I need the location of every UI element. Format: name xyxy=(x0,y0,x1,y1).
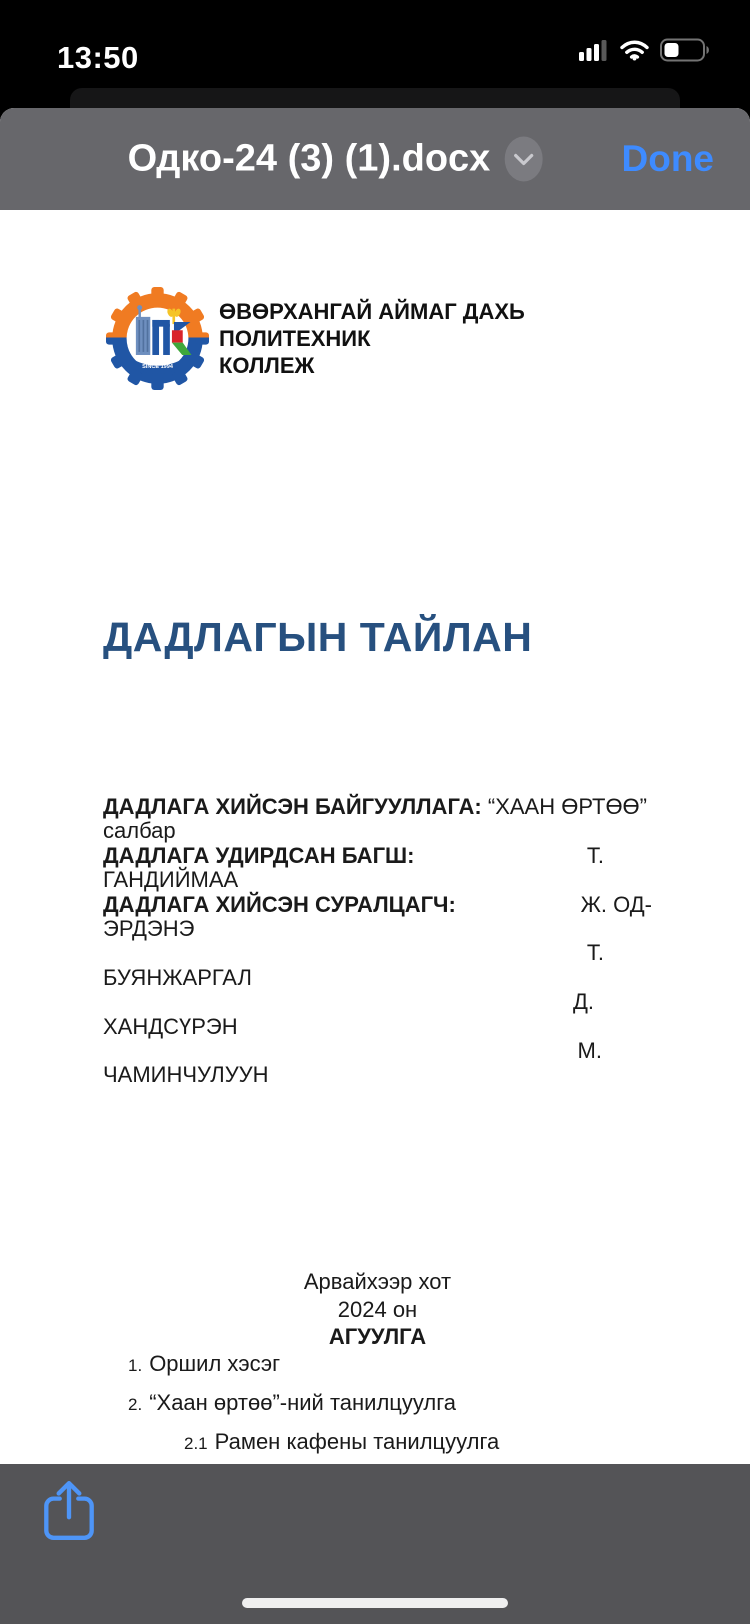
done-button[interactable]: Done xyxy=(621,138,714,179)
center-block xyxy=(103,1268,652,1351)
toc-item-text: “Хаан өртөө”-ний танилцуулга xyxy=(149,1390,457,1415)
info-line xyxy=(103,1015,652,1039)
info-value: Т. xyxy=(586,842,604,868)
logo-since-text: SINCE 1994 xyxy=(142,363,173,370)
info-line xyxy=(103,1039,652,1063)
toc-item-text: Оршил хэсэг xyxy=(149,1351,281,1376)
info-value: Д. xyxy=(572,989,594,1015)
info-line-left: ЭРДЭНЭ xyxy=(103,916,195,942)
document-preview-sheet xyxy=(0,108,750,1624)
title-group xyxy=(128,137,543,182)
info-line-left: ЧАМИНЧУЛУУН xyxy=(103,1062,269,1088)
info-value: Ж. ОД- xyxy=(580,891,652,917)
toc-heading: АГУУЛГА xyxy=(328,1324,427,1349)
wifi-icon xyxy=(620,40,649,61)
battery-icon xyxy=(660,38,710,62)
document-title: Одко-24 (3) (1).docx xyxy=(127,137,491,180)
toc-item xyxy=(103,1352,703,1378)
toc-item-number: 2. xyxy=(128,1395,143,1414)
info-line xyxy=(103,941,652,965)
status-bar xyxy=(0,0,750,88)
info-line xyxy=(103,868,652,892)
info-line xyxy=(103,990,652,1014)
toc-item-text: Рамен кафены танилцуулга xyxy=(214,1429,500,1454)
practice-info-block xyxy=(103,795,652,1088)
home-indicator[interactable] xyxy=(242,1598,508,1608)
toc-item xyxy=(103,1391,703,1417)
share-button[interactable] xyxy=(40,1478,98,1544)
report-title: ДАДЛАГЫН ТАЙЛАН xyxy=(103,614,533,660)
document-page[interactable] xyxy=(0,210,750,1624)
info-line xyxy=(103,844,652,868)
toc-item-number: 2.1 xyxy=(184,1434,208,1453)
toc-item-number: 1. xyxy=(128,1356,143,1375)
info-line xyxy=(103,917,652,941)
preview-header xyxy=(0,108,750,210)
chevron-down-icon xyxy=(513,153,533,165)
info-line-left xyxy=(103,893,456,917)
info-label: ДАДЛАГА ХИЙСЭН СУРАЛЦАГЧ: xyxy=(103,891,456,917)
bottom-toolbar xyxy=(0,1464,750,1624)
status-time: 13:50 xyxy=(57,40,139,75)
info-line-left: БУЯНЖАРГАЛ xyxy=(103,964,252,990)
info-line-left: ГАНДИЙМАА xyxy=(103,867,239,893)
info-line-left: ХАНДСҮРЭН xyxy=(103,1013,238,1039)
info-line-left: ДАДЛАГА ХИЙСЭН БАЙГУУЛЛАГА: “ХААН ӨРТӨӨ” xyxy=(103,794,647,819)
info-label: ДАДЛАГА УДИРДСАН БАГШ: xyxy=(103,842,415,868)
info-line-left: салбар xyxy=(103,818,176,844)
college-name-line1: ӨВӨРХАНГАЙ АЙМАГ ДАХЬ ПОЛИТЕХНИК xyxy=(219,299,525,351)
info-line xyxy=(103,966,652,990)
toc-item xyxy=(103,1430,703,1456)
info-value: Т. xyxy=(586,940,604,966)
college-name xyxy=(219,298,664,379)
info-line xyxy=(103,795,652,819)
info-line xyxy=(103,1063,652,1087)
info-line-left xyxy=(103,844,414,868)
info-label: ДАДЛАГА ХИЙСЭН БАЙГУУЛЛАГА: xyxy=(103,794,482,819)
info-line xyxy=(103,819,652,843)
letterhead xyxy=(106,287,664,390)
year-line: 2024 он xyxy=(337,1296,418,1322)
title-menu-button[interactable] xyxy=(504,137,542,182)
college-logo-icon xyxy=(106,287,209,390)
info-value: М. xyxy=(577,1038,602,1064)
cellular-signal-icon xyxy=(579,40,609,61)
info-line xyxy=(103,893,652,917)
place-line: Арвайхээр хот xyxy=(303,1269,452,1294)
share-icon xyxy=(40,1478,98,1544)
status-icons xyxy=(579,38,710,62)
college-name-line2: КОЛЛЕЖ xyxy=(219,353,315,378)
